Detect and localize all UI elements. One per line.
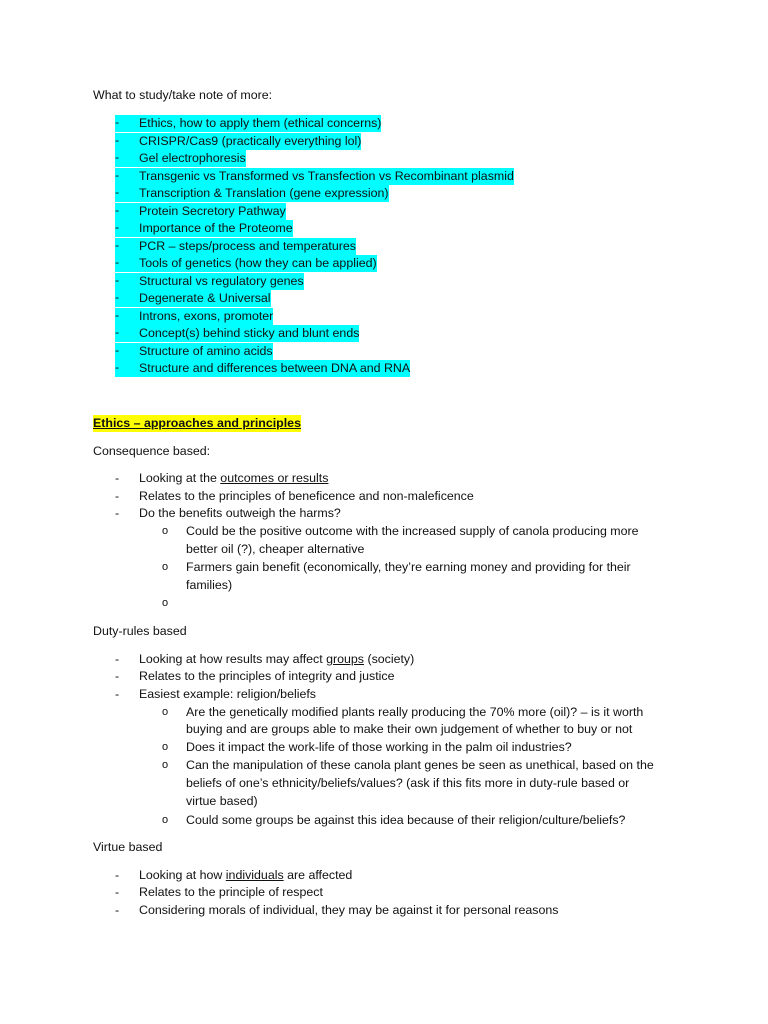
bullet-text: Looking at the	[139, 471, 221, 485]
bullet-circle: o	[162, 814, 169, 826]
study-item: Transcription & Translation (gene expression)	[139, 186, 389, 200]
duty-bullet-1	[139, 651, 414, 668]
study-item: Structure and differences between DNA and RNA	[139, 361, 411, 375]
duty-sub-1-line-2: buying and are groups able to make their own judgement of whether to buy or not	[186, 722, 633, 736]
bullet-dash: -	[115, 238, 139, 255]
study-item: Protein Secretory Pathway	[139, 203, 286, 218]
bullet-dash: -	[115, 868, 120, 882]
bullet-dash: -	[115, 290, 139, 307]
underlined-term: groups	[326, 652, 364, 666]
bullet-dash: -	[115, 150, 139, 167]
virtue-title: Virtue based	[93, 840, 163, 854]
consequence-bullet-3: Do the benefits outweigh the harms?	[139, 506, 341, 520]
duty-bullet-2: Relates to the principles of integrity and justice	[139, 669, 395, 683]
study-item: Degenerate & Universal	[139, 291, 271, 305]
duty-sub-3-line-3: virtue based)	[186, 794, 258, 808]
virtue-bullet-1	[139, 867, 352, 884]
bullet-dash: -	[115, 133, 139, 150]
bullet-text: Looking at how results may affect	[139, 652, 327, 666]
bullet-circle: o	[162, 561, 169, 573]
bullet-dash: -	[115, 652, 120, 666]
consequence-sub-1-line-1: Could be the positive outcome with the increased supply of canola producing more	[186, 524, 639, 538]
bullet-dash: -	[115, 168, 139, 185]
bullet-dash: -	[115, 220, 139, 237]
section-title: Ethics – approaches and principles	[93, 416, 301, 430]
duty-title: Duty-rules based	[93, 624, 187, 638]
study-item: Tools of genetics (how they can be applied)	[139, 256, 377, 270]
study-item: Concept(s) behind sticky and blunt ends	[139, 326, 360, 340]
study-item: Importance of the Proteome	[139, 221, 293, 235]
duty-bullet-3: Easiest example: religion/beliefs	[139, 687, 317, 701]
bullet-text: Looking at how	[139, 868, 226, 882]
consequence-sub-1-line-2: better oil (?), cheaper alternative	[186, 542, 365, 556]
bullet-dash: -	[115, 308, 139, 325]
study-item: PCR – steps/process and temperatures	[139, 238, 356, 253]
study-item: Gel electrophoresis	[139, 151, 246, 165]
bullet-dash: -	[115, 903, 120, 917]
bullet-dash: -	[115, 255, 139, 272]
virtue-bullet-2: Relates to the principle of respect	[139, 885, 323, 899]
duty-sub-1-line-1: Are the genetically modified plants really producing the 70% more (oil)? – is it worth	[186, 705, 644, 719]
bullet-dash: -	[115, 360, 139, 377]
consequence-sub-2-line-2: families)	[186, 578, 233, 592]
consequence-bullet-1	[139, 470, 328, 487]
study-item: Structural vs regulatory genes	[139, 273, 304, 288]
bullet-dash: -	[115, 687, 120, 701]
bullet-dash: -	[115, 273, 139, 290]
consequence-bullet-2: Relates to the principles of beneficence and non-maleficence	[139, 489, 474, 503]
bullet-dash: -	[115, 471, 120, 485]
bullet-text: (society)	[364, 652, 415, 666]
study-heading: What to study/take note of more:	[93, 88, 273, 102]
duty-sub-3-line-1: Can the manipulation of these canola plant genes be seen as unethical, based on the	[186, 758, 654, 772]
study-item: Structure of amino acids	[139, 343, 273, 358]
bullet-dash: -	[115, 669, 120, 683]
bullet-circle: o	[162, 597, 169, 609]
bullet-dash: -	[115, 343, 139, 360]
study-item: Introns, exons, promoter	[139, 308, 274, 323]
consequence-sub-2-line-1: Farmers gain benefit (economically, they’re earning money and providing for their	[186, 560, 631, 574]
bullet-dash: -	[115, 325, 139, 342]
bullet-dash: -	[115, 185, 139, 202]
bullet-dash: -	[115, 506, 120, 520]
virtue-bullet-3: Considering morals of individual, they may be against it for personal reasons	[139, 903, 559, 917]
duty-sub-4: Could some groups be against this idea because of their religion/culture/beliefs?	[186, 813, 626, 827]
bullet-dash: -	[115, 885, 120, 899]
bullet-text: are affected	[283, 868, 353, 882]
bullet-dash: -	[115, 203, 139, 220]
bullet-circle: o	[162, 706, 169, 718]
bullet-circle: o	[162, 759, 169, 771]
duty-sub-2: Does it impact the work-life of those working in the palm oil industries?	[186, 740, 572, 754]
underlined-term: outcomes or results	[220, 471, 329, 485]
bullet-dash: -	[115, 115, 139, 132]
study-item: Transgenic vs Transformed vs Transfection vs Recombinant plasmid	[139, 168, 514, 183]
study-item: Ethics, how to apply them (ethical concerns)	[139, 116, 382, 130]
study-item: CRISPR/Cas9 (practically everything lol)	[139, 133, 362, 148]
consequence-title: Consequence based:	[93, 444, 211, 458]
bullet-dash: -	[115, 489, 120, 503]
underlined-term: individuals	[225, 868, 284, 882]
bullet-circle: o	[162, 741, 169, 753]
bullet-circle: o	[162, 525, 169, 537]
duty-sub-3-line-2: beliefs of one’s ethnicity/beliefs/values? (ask if this fits more in duty-rule based or	[186, 776, 630, 790]
